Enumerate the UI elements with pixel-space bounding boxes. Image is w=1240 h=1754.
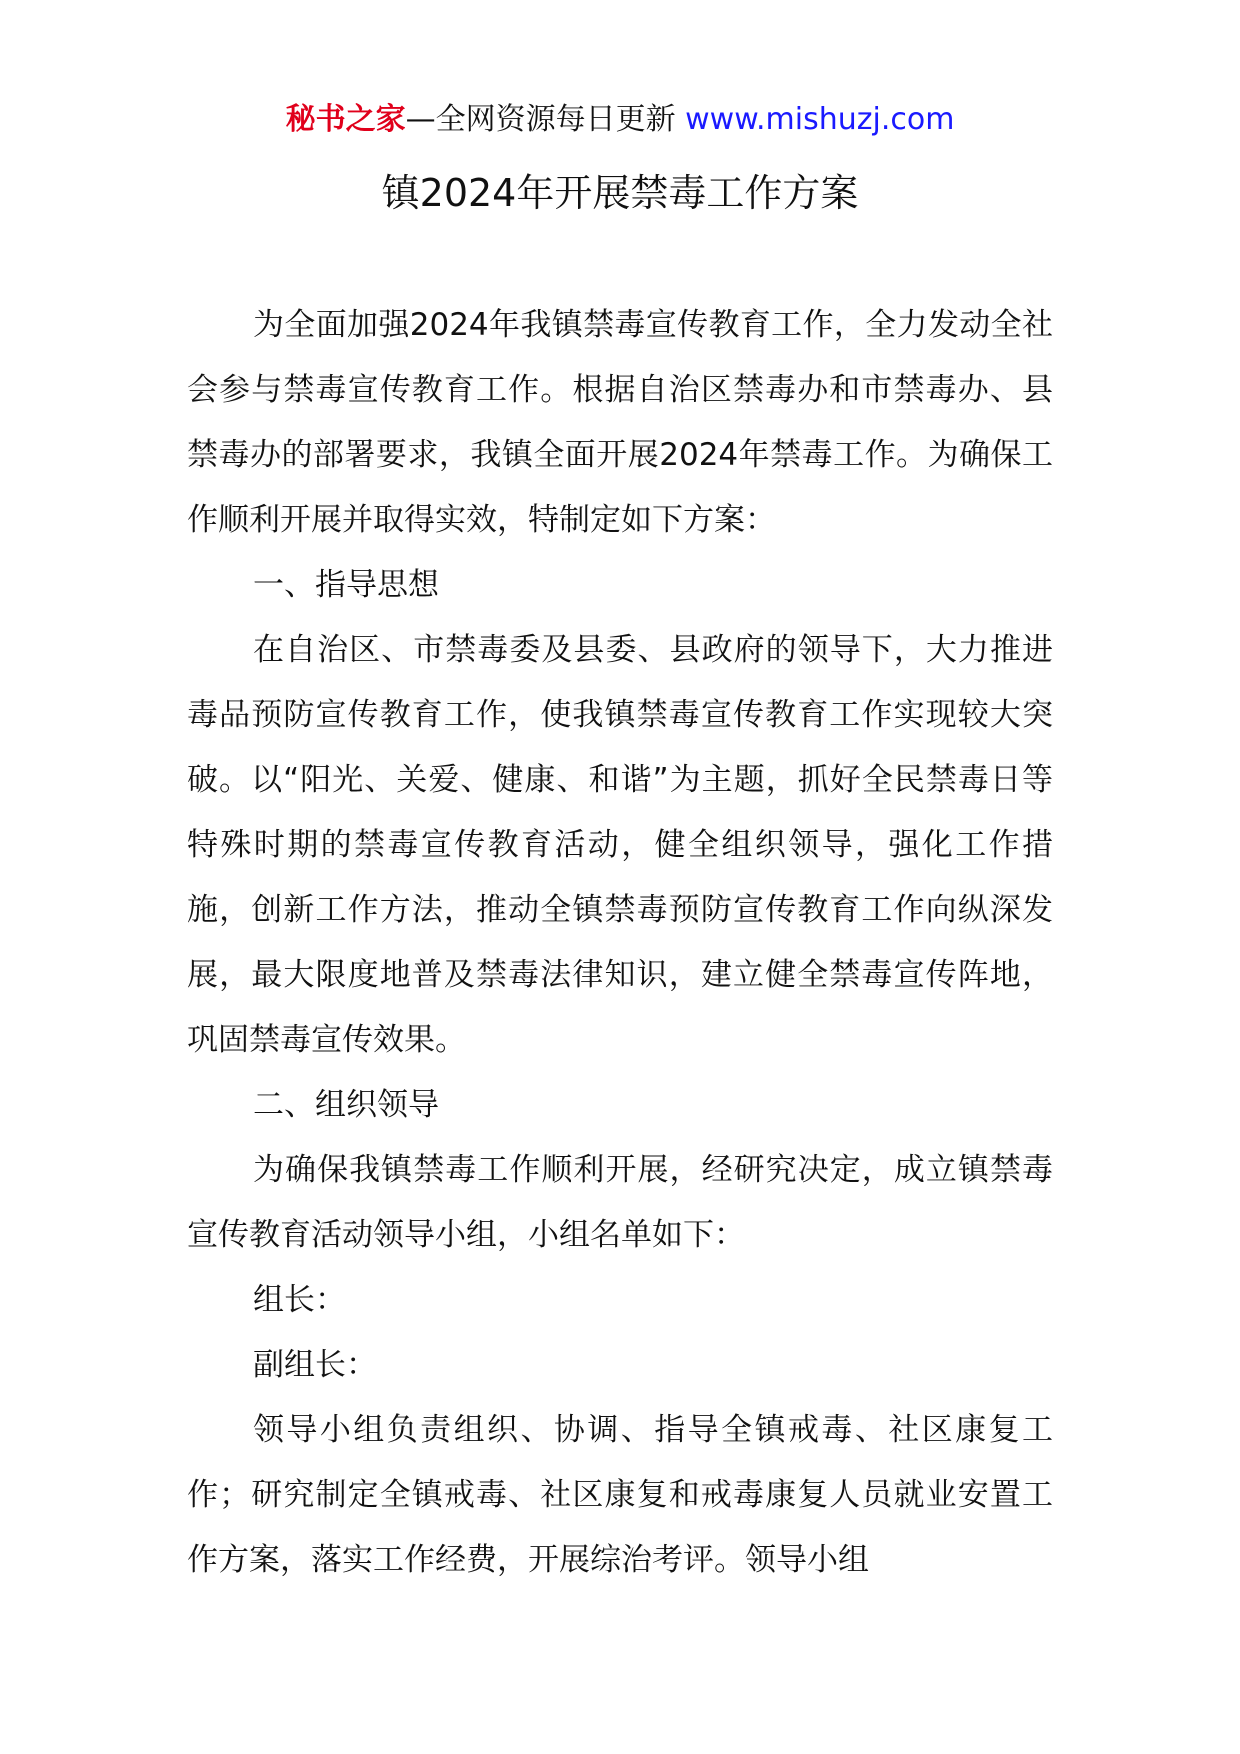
document-body — [187, 293, 1053, 1593]
header-tagline: —全网资源每日更新 — [405, 102, 676, 137]
section-heading-guiding-ideology: 一、指导思想 — [253, 567, 439, 603]
guiding-ideology-paragraph: 在自治区、市禁毒委及县委、县政府的领导下，大力推进毒品预防宣传教育工作，使我镇禁毒宣传教育工作实现较大突破。以“阳光、关爱、健康、和谐”为主题，抓好全民禁毒日等特殊时期的禁毒宣传教育活动，健全组织领导，强化工作措施，创新工作方法，推动全镇禁毒预防宣传教育工作向纵深发展，最大限度地普及禁毒法律知识，建立健全禁毒宣传阵地，巩固禁毒宣传效果。 — [187, 632, 1053, 1058]
duty-paragraph: 领导小组负责组织、协调、指导全镇戒毒、社区康复工作；研究制定全镇戒毒、社区康复和戒毒康复人员就业安置工作方案，落实工作经费，开展综治考评。领导小组 — [187, 1412, 1053, 1578]
site-url-link[interactable]: www.mishuzj.com — [685, 102, 955, 137]
organization-paragraph: 为确保我镇禁毒工作顺利开展，经研究决定，成立镇禁毒宣传教育活动领导小组，小组名单如下： — [187, 1152, 1053, 1253]
deputy-leader-label: 副组长： — [253, 1347, 377, 1383]
document-title: 镇2024年开展禁毒工作方案 — [381, 171, 859, 215]
leader-label: 组长： — [253, 1282, 346, 1318]
section-heading-organization: 二、组织领导 — [253, 1087, 439, 1123]
brand-name: 秘书之家 — [285, 102, 406, 137]
site-header — [0, 100, 1240, 140]
intro-paragraph: 为全面加强2024年我镇禁毒宣传教育工作，全力发动全社会参与禁毒宣传教育工作。根据自治区禁毒办和市禁毒办、县禁毒办的部署要求，我镇全面开展2024年禁毒工作。为确保工作顺利开展并取得实效，特制定如下方案： — [187, 307, 1053, 538]
